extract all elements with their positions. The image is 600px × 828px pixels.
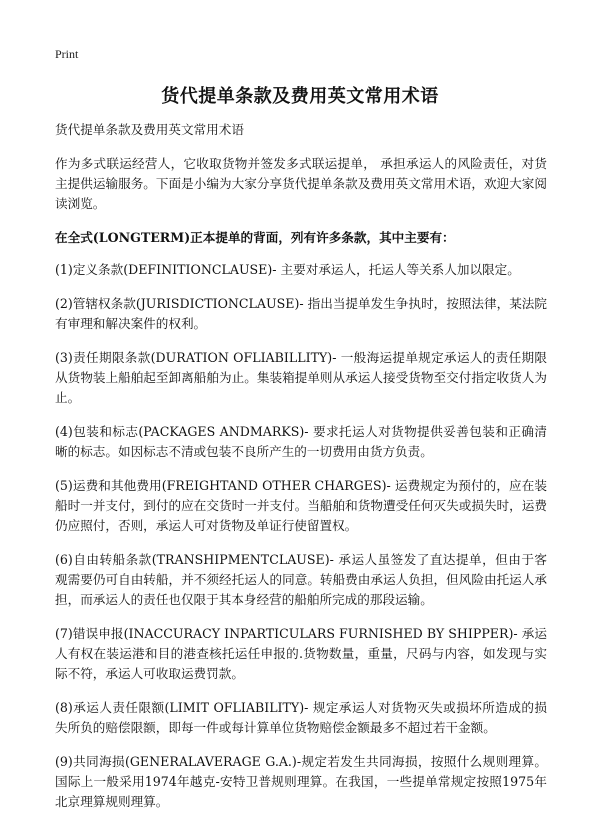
print-link[interactable]: Print	[55, 47, 79, 61]
clause-definition: (1)定义条款(DEFINITIONCLAUSE)- 主要对承运人，托运人等关系人加以限定。	[55, 262, 520, 277]
clause-duration-of-liability: (3)责任期限条款(DURATION OFLIABILLITY)- 一般海运提单规定承运人的责任期限从货物装上船舶起至卸离船舶为止。集装箱提单则从承运人接受货物至交付指定收货人为止。	[55, 350, 547, 405]
document-subtitle: 货代提单条款及费用英文常用术语	[55, 122, 244, 137]
section-heading: 在全式(LONGTERM)正本提单的背面，列有许多条款，其中主要有：	[55, 230, 455, 245]
clause-inaccuracy-in-particulars: (7)错误申报(INACCURACY INPARTICULARS FURNISHED BY SHIPPER)- 承运人有权在装运港和目的港查核托运任申报的.货物数量，重量，尺码与内容，如发现与实际不符，承运人可收取运费罚款。	[55, 626, 547, 681]
clause-limit-of-liability: (8)承运人责任限额(LIMIT OFLIABILITY)- 规定承运人对货物灭失或损坏所造成的损失所负的赔偿限额，即每一件或每计算单位货物赔偿金额最多不超过若干金额。	[55, 700, 547, 735]
page-title: 货代提单条款及费用英文常用术语	[161, 86, 439, 107]
clause-general-average: (9)共同海损(GENERALAVERAGE G.A.)-规定若发生共同海损，按照什么规则理算。国际上一般采用1974年越克-安特卫普规则理算。在我国，一些提单常规定按照1975年北京理算规则理算。	[55, 754, 547, 809]
clause-jurisdiction: (2)管辖权条款(JURISDICTIONCLAUSE)- 指出当提单发生争执时，按照法律，某法院有审理和解决案件的权利。	[55, 296, 547, 331]
document-body	[55, 120, 547, 826]
clause-packages-and-marks: (4)包装和标志(PACKAGES ANDMARKS)- 要求托运人对货物提供妥善包装和正确清晰的标志。如因标志不清或包装不良所产生的一切费用由货方负责。	[55, 424, 547, 459]
intro-paragraph: 作为多式联运经营人，它收取货物并签发多式联运提单， 承担承运人的风险责任，对货主提供运输服务。下面是小编为大家分享货代提单条款及费用英文常用术语，欢迎大家阅读浏览。	[55, 156, 547, 211]
clause-transhipment: (6)自由转船条款(TRANSHIPMENTCLAUSE)- 承运人虽签发了直达提单，但由于客观需要仍可自由转船，并不须经托运人的同意。转船费由承运人负担，但风险由托运人承担，而承运人的责任也仅限于其本身经营的船舶所完成的那段运输。	[55, 552, 547, 607]
clause-freight-and-charges: (5)运费和其他费用(FREIGHTAND OTHER CHARGES)- 运费规定为预付的，应在装船时一并支付，到付的应在交货时一并支付。当船舶和货物遭受任何灭失或损失时，运费仍应照付，否则，承运人可对货物及单证行使留置权。	[55, 478, 547, 533]
